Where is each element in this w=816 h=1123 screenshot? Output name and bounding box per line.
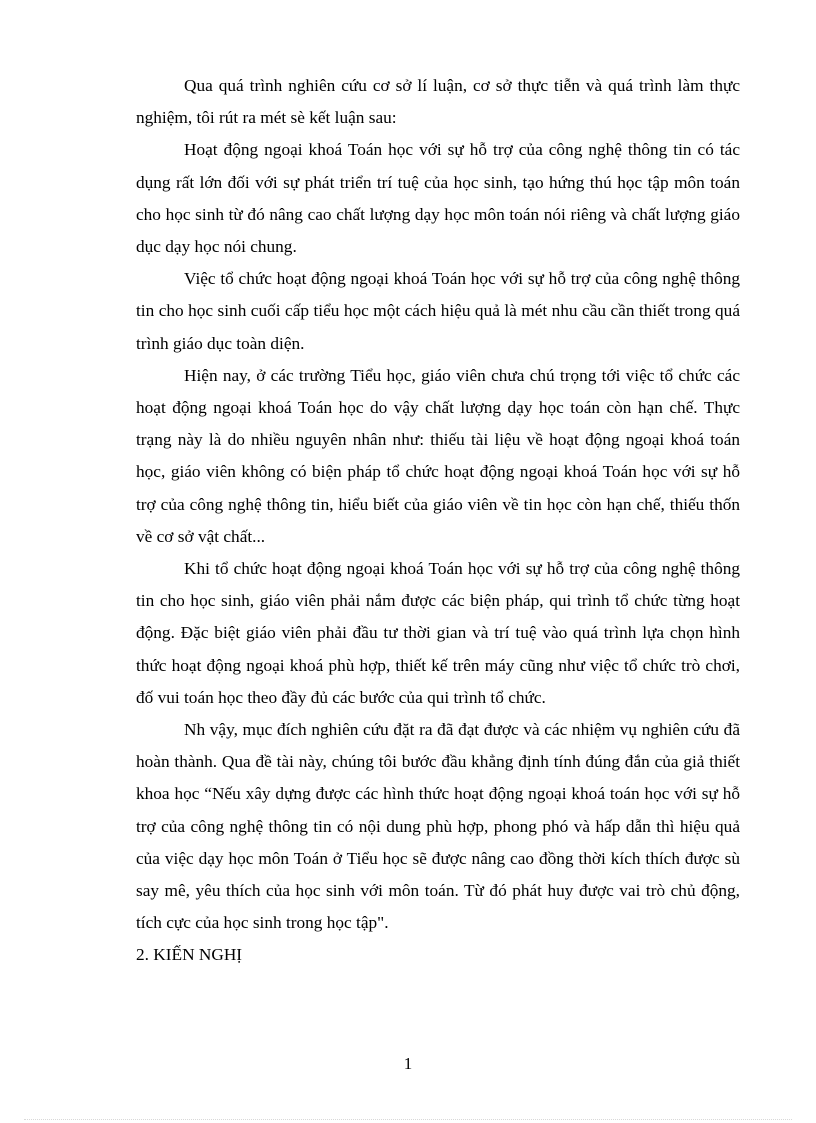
paragraph-conclusion-1: Hoạt động ngoại khoá Toán học với sự hỗ trợ của công nghệ thông tin có tác dụng rất lớn đối với sự phát triển trí tuệ của học sinh, tạo hứng thú học tập môn toán cho học sinh từ đó nâng cao chất lượng dạy học môn toán nói riêng và chất lượng giáo dục dạy học nói chung. xyxy=(136,140,740,257)
paragraph-conclusion-4: Khi tổ chức hoạt động ngoại khoá Toán học với sự hỗ trợ của công nghệ thông tin cho học sinh, giáo viên phải nắm được các biện pháp, qui trình tổ chức từng hoạt động. Đặc biệt giáo viên phải đầu tư thời gian và trí tuệ vào quá trình lựa chọn hình thức hoạt động ngoại khoá phù hợp, thiết kế trên máy cũng như việc tổ chức trò chơi, đố vui toán học theo đầy đủ các bước của qui trình tổ chức. xyxy=(136,559,740,707)
body-text xyxy=(136,70,740,972)
paragraph-conclusion-3: Hiện nay, ở các trường Tiểu học, giáo viên chưa chú trọng tới việc tổ chức các hoạt động ngoại khoá Toán học do vậy chất lượng dạy học toán còn hạn chế. Thực trạng này là do nhiều nguyên nhân như: thiếu tài liệu về hoạt động ngoại khoá toán học, giáo viên không có biện pháp tổ chức hoạt động ngoại khoá Toán học với sự hỗ trợ của công nghệ thông tin, hiểu biết của giáo viên về tin học còn hạn chế, thiếu thốn về cơ sở vật chất... xyxy=(136,365,740,546)
paragraph-intro: Qua quá trình nghiên cứu cơ sở lí luận, cơ sở thực tiễn và quá trình làm thực nghiệm, tôi rút ra mét sè kết luận sau: xyxy=(136,76,740,128)
page-bottom-divider xyxy=(24,1119,792,1120)
paragraph-conclusion-2: Việc tổ chức hoạt động ngoại khoá Toán học với sự hỗ trợ của công nghệ thông tin cho học sinh cuối cấp tiểu học một cách hiệu quả là mét nhu cầu cần thiết trong quá trình giáo dục toàn diện. xyxy=(136,269,740,353)
section-heading: 2. KIẾN NGHỊ xyxy=(136,945,243,965)
paragraph-conclusion-5: Nh vậy, mục đích nghiên cứu đặt ra đã đạt được và các nhiệm vụ nghiên cứu đã hoàn thành. Qua đề tài này, chúng tôi bước đầu khẳng định tính đúng đắn của giả thiết khoa học “Nếu xây dựng được các hình thức hoạt động ngoại khoá toán học với sự hỗ trợ của công nghệ thông tin có nội dung phù hợp, phong phó và hấp dẫn thì hiệu quả của việc dạy học môn Toán ở Tiểu học sẽ được nâng cao đồng thời kích thích được sù say mê, yêu thích của học sinh với môn toán. Từ đó phát huy được vai trò chủ động, tích cực của học sinh trong học tập". xyxy=(136,720,740,933)
page-number: 1 xyxy=(403,1054,413,1073)
